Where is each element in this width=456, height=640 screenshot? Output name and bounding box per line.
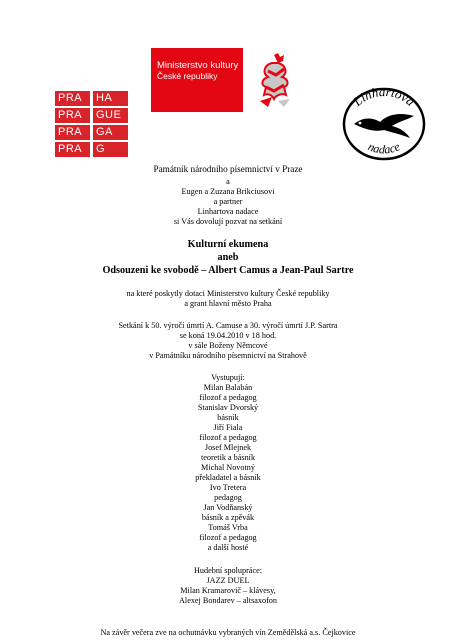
praha-logo-cell: PRA [55,108,90,123]
band-member-1: Milan Kramarovič – klávesy, [180,586,276,595]
performer-line: filozof a pedagog [199,433,257,442]
host-line: Památník národního písemnictví v Praze [153,164,303,174]
event-title: Kulturní ekumena [187,239,269,250]
event-title-aneb: aneb [217,252,239,263]
invite-line: si Vás dovolují pozvat na setkání [173,217,283,226]
praha-logo-cell: PRA [55,91,90,106]
praha-logo-cell: PRA [55,142,90,157]
praha-logo [55,91,128,156]
performer-line: filozof a pedagog [199,533,257,542]
performer-line: Jiří Fiala [213,423,243,432]
event-venue: v Památníku národního písemnictví na Strahově [149,351,307,360]
bird-seal-icon [340,86,428,162]
funding-line-1: na které poskytly dotaci Ministerstvo kultury České republiky [126,289,330,298]
ministry-logo [151,48,243,112]
event-date: se koná 19.04.2010 v 18 hod. [179,331,277,340]
partner-name: Linhartova nadace [197,207,259,216]
performer-line: teoretik a básník [200,453,256,462]
music-heading: Hudební spolupráce: [194,566,262,575]
performer-line: Jan Vodňanský [203,503,253,512]
partner-label: a partner [213,197,243,206]
performer-line: a další hosté [207,543,249,552]
ministry-logo-line1: Ministerstvo kultury [157,60,239,71]
performer-line: Stanislav Dvorský [197,403,259,412]
performer-line: básník a zpěvák [201,513,255,522]
performer-line: Tomáš Vrba [208,523,248,532]
performer-line: filozof a pedagog [199,393,257,402]
svg-text:Linhartova [349,86,418,110]
praha-logo-cell: G [93,142,128,157]
seal-top-text: Linhartova [350,86,418,109]
performer-line: Ivo Tretera [209,483,247,492]
event-hall: v sále Boženy Němcové [188,341,268,350]
praha-logo-cell: GUE [93,108,128,123]
heraldic-lion-icon [254,51,296,109]
funding-line-2: a grant hlavní město Praha [184,299,272,308]
performer-line: pedagog [214,493,242,502]
performer-line: Milan Balabán [203,383,253,392]
seal-bottom-text: nadace [366,139,402,157]
event-subtitle: Odsouzeni ke svobodě – Albert Camus a Jean-Paul Sartre [102,265,354,276]
performer-line: básník [217,413,239,422]
sponsors-line: Eugen a Zuzana Brikciusovi [181,187,275,196]
band-member-2: Alexej Bondarev – altsaxofon [179,596,277,605]
performers-heading: Vystupují: [211,373,245,382]
svg-text:nadace [366,139,403,157]
praha-logo-cell: HA [93,91,128,106]
performer-line: Josef Mlejnek [204,443,252,452]
performer-line: překladatel a básník [195,473,261,482]
event-occasion: Setkání k 50. výročí úmrtí A. Camuse a 30. výročí úmrtí J.P. Sartra [118,321,338,330]
performer-line: Michal Novotný [201,463,255,472]
conjunction-line: a [226,177,230,186]
footer-note: Na závěr večera zve na ochutnávku vybraných vín Zemědělská a.s. Čejkovice [100,628,356,637]
ministry-logo-line2: České republiky [157,71,218,81]
praha-logo-cell: GA [93,125,128,140]
praha-logo-cell: PRA [55,125,90,140]
band-name: JAZZ DUEL [206,576,250,585]
